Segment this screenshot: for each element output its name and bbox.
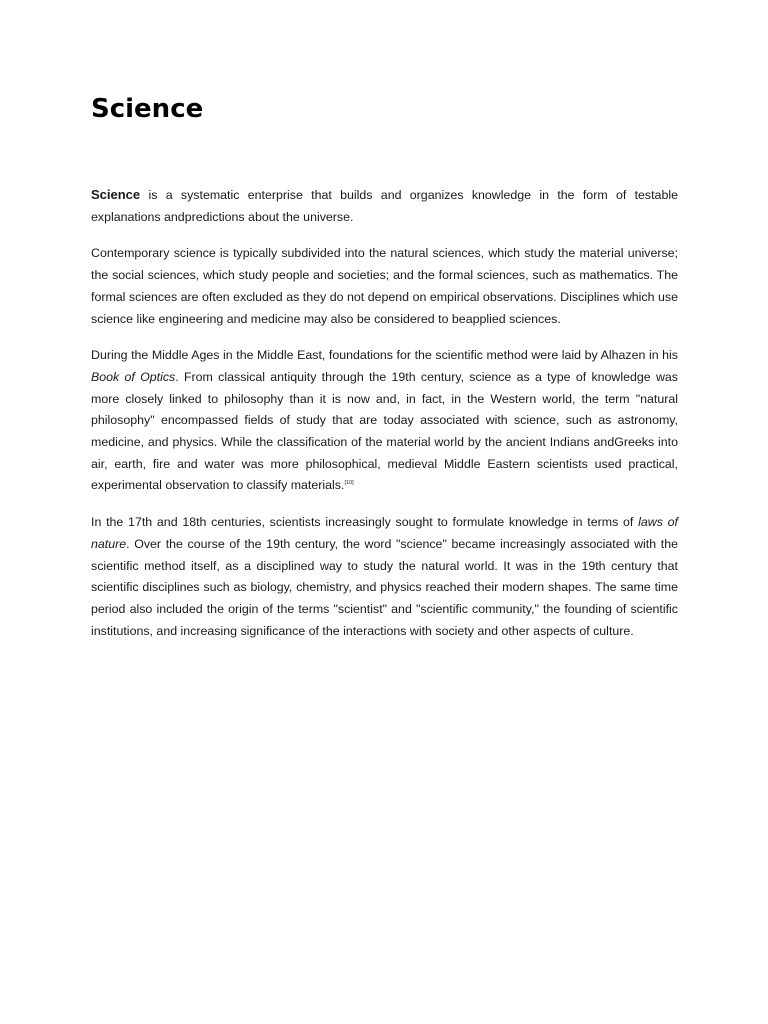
- document-page: [91, 92, 678, 657]
- paragraph-modern: [91, 512, 678, 642]
- history-text-start: During the Middle Ages in the Middle East, foundations for the scientific method were laid by Alhazen in his: [91, 348, 678, 363]
- laws-of-nature-term: laws of nature: [91, 515, 678, 551]
- paragraph-subdivisions: Contemporary science is typically subdivided into the natural sciences, which study the material universe; the social sciences, which study people and societies; and the formal sciences, such as mathematics. The formal sciences are often excluded as they do not depend on empirical observations. Disciplines which use science like engineering and medicine may also be considered to beapplied sciences.: [91, 246, 678, 326]
- book-title: Book of Optics: [91, 369, 176, 384]
- bold-term: Science: [91, 187, 141, 202]
- citation-link[interactable]: [10]: [344, 480, 354, 487]
- document-title: Science: [91, 94, 204, 124]
- paragraph-history: [91, 345, 678, 497]
- definition-text: is a systematic enterprise that builds and organizes knowledge in the form of testable explanations andpredictions about the universe.: [91, 188, 678, 224]
- paragraph-definition: [91, 184, 678, 228]
- modern-text-end: . Over the course of the 19th century, the word "science" became increasingly associated with the scientific method itself, as a disciplined way to study the natural world. It was in the 19th century that scientific disciplines such as biology, chemistry, and physics reached their modern shapes. The same time period also included the origin of the terms "scientist" and "scientific community," the founding of scientific institutions, and increasing significance of the interactions with society and other aspects of culture.: [91, 536, 678, 638]
- modern-text-start: In the 17th and 18th centuries, scientists increasingly sought to formulate knowledge in terms of: [91, 515, 639, 530]
- history-text-end: . From classical antiquity through the 19th century, science as a type of knowledge was more closely linked to philosophy than it is now and, in fact, in the Western world, the term "natural philosophy" encompassed fields of study that are today associated with science, such as astronomy, medicine, and physics. While the classification of the material world by the ancient Indians andGreeks into air, earth, fire and water was more philosophical, medieval Middle Eastern scientists used practical, experimental observation to classify materials.: [91, 369, 678, 493]
